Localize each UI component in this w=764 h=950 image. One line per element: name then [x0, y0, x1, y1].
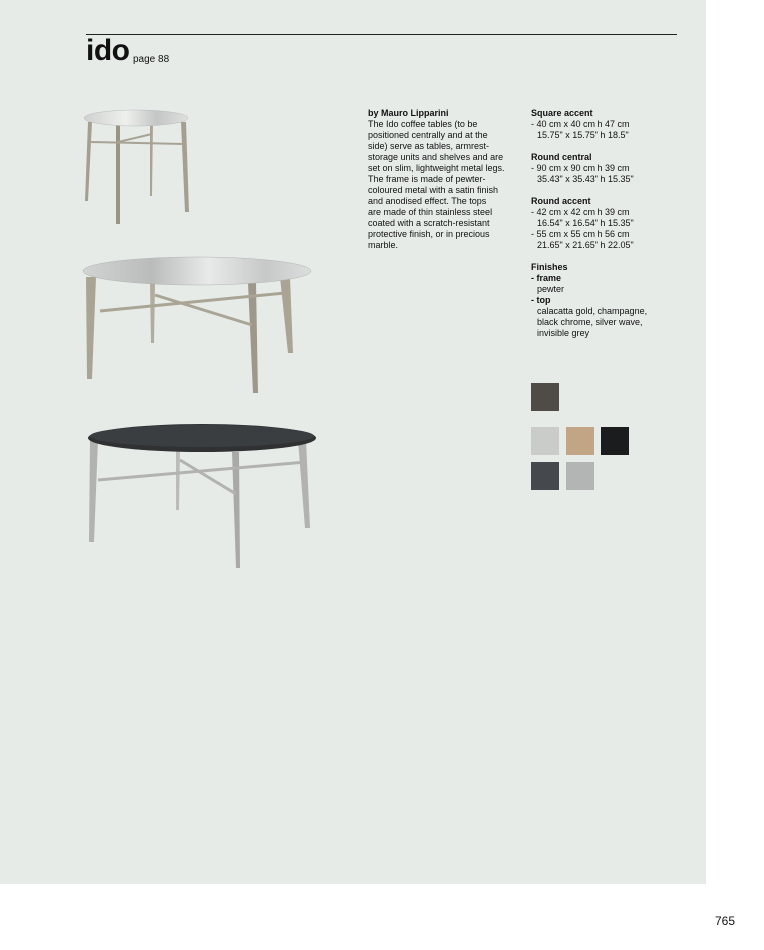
spec-line: - 40 cm x 40 cm h 47 cm — [531, 119, 630, 129]
page-reference: page 88 — [133, 54, 170, 65]
top-value: invisible grey — [537, 328, 590, 338]
description-line: side) serve as tables, armrest- — [368, 141, 490, 151]
description-line: The frame is made of pewter- — [368, 174, 486, 184]
swatch-champagne — [566, 427, 594, 455]
frame-label: - frame — [531, 273, 562, 283]
top-value: black chrome, silver wave, — [537, 317, 643, 327]
spec-title: Round central — [531, 152, 592, 162]
square-accent-spec — [531, 108, 671, 141]
swatch-silver-wave — [531, 462, 559, 490]
spec-line: - 90 cm x 90 cm h 39 cm — [531, 163, 630, 173]
top-value: calacatta gold, champagne, — [537, 306, 648, 316]
frame-value: pewter — [537, 284, 565, 294]
round-accent-spec — [531, 196, 671, 251]
swatch-calacatta-gold — [531, 427, 559, 455]
spec-line: 21.65" x 21.65" h 22.05" — [537, 240, 634, 250]
round-central-table-image — [80, 255, 315, 397]
spec-title: Square accent — [531, 108, 593, 118]
top-label: - top — [531, 295, 551, 305]
finishes-title: Finishes — [531, 262, 568, 272]
square-accent-table-image — [80, 106, 195, 228]
header-rule — [86, 34, 677, 35]
description-line: marble. — [368, 240, 399, 250]
spec-line: - 42 cm x 42 cm h 39 cm — [531, 207, 630, 217]
description-line: and anodised effect. The tops — [368, 196, 487, 206]
description-line: storage units and shelves and are — [368, 152, 504, 162]
description-line: are made of thin stainless steel — [368, 207, 493, 217]
description-line: positioned centrally and at the — [368, 130, 488, 140]
spec-title: Round accent — [531, 196, 591, 206]
description-line: coloured metal with a satin finish — [368, 185, 499, 195]
description-line: The Ido coffee tables (to be — [368, 119, 478, 129]
page-number: 765 — [715, 914, 736, 928]
description-line: set on slim, lightweight metal legs. — [368, 163, 505, 173]
finishes-spec — [531, 262, 671, 339]
spec-line: 35.43" x 35.43" h 15.35" — [537, 174, 634, 184]
description-line: coated with a scratch-resistant — [368, 218, 490, 228]
round-accent-table-image — [84, 422, 320, 572]
spec-line: 16.54" x 16.54" h 15.35" — [537, 218, 634, 228]
swatch-pewter — [531, 383, 559, 411]
spec-line: 15.75" x 15.75" h 18.5" — [537, 130, 629, 140]
swatch-black-chrome — [601, 427, 629, 455]
swatch-invisible-grey — [566, 462, 594, 490]
description-column — [368, 108, 518, 251]
designer-credit: by Mauro Lipparini — [368, 108, 449, 118]
spec-line: - 55 cm x 55 cm h 56 cm — [531, 229, 630, 239]
round-central-spec — [531, 152, 671, 185]
page-title: ido — [86, 34, 130, 67]
description-line: protective finish, or in precious — [368, 229, 490, 239]
